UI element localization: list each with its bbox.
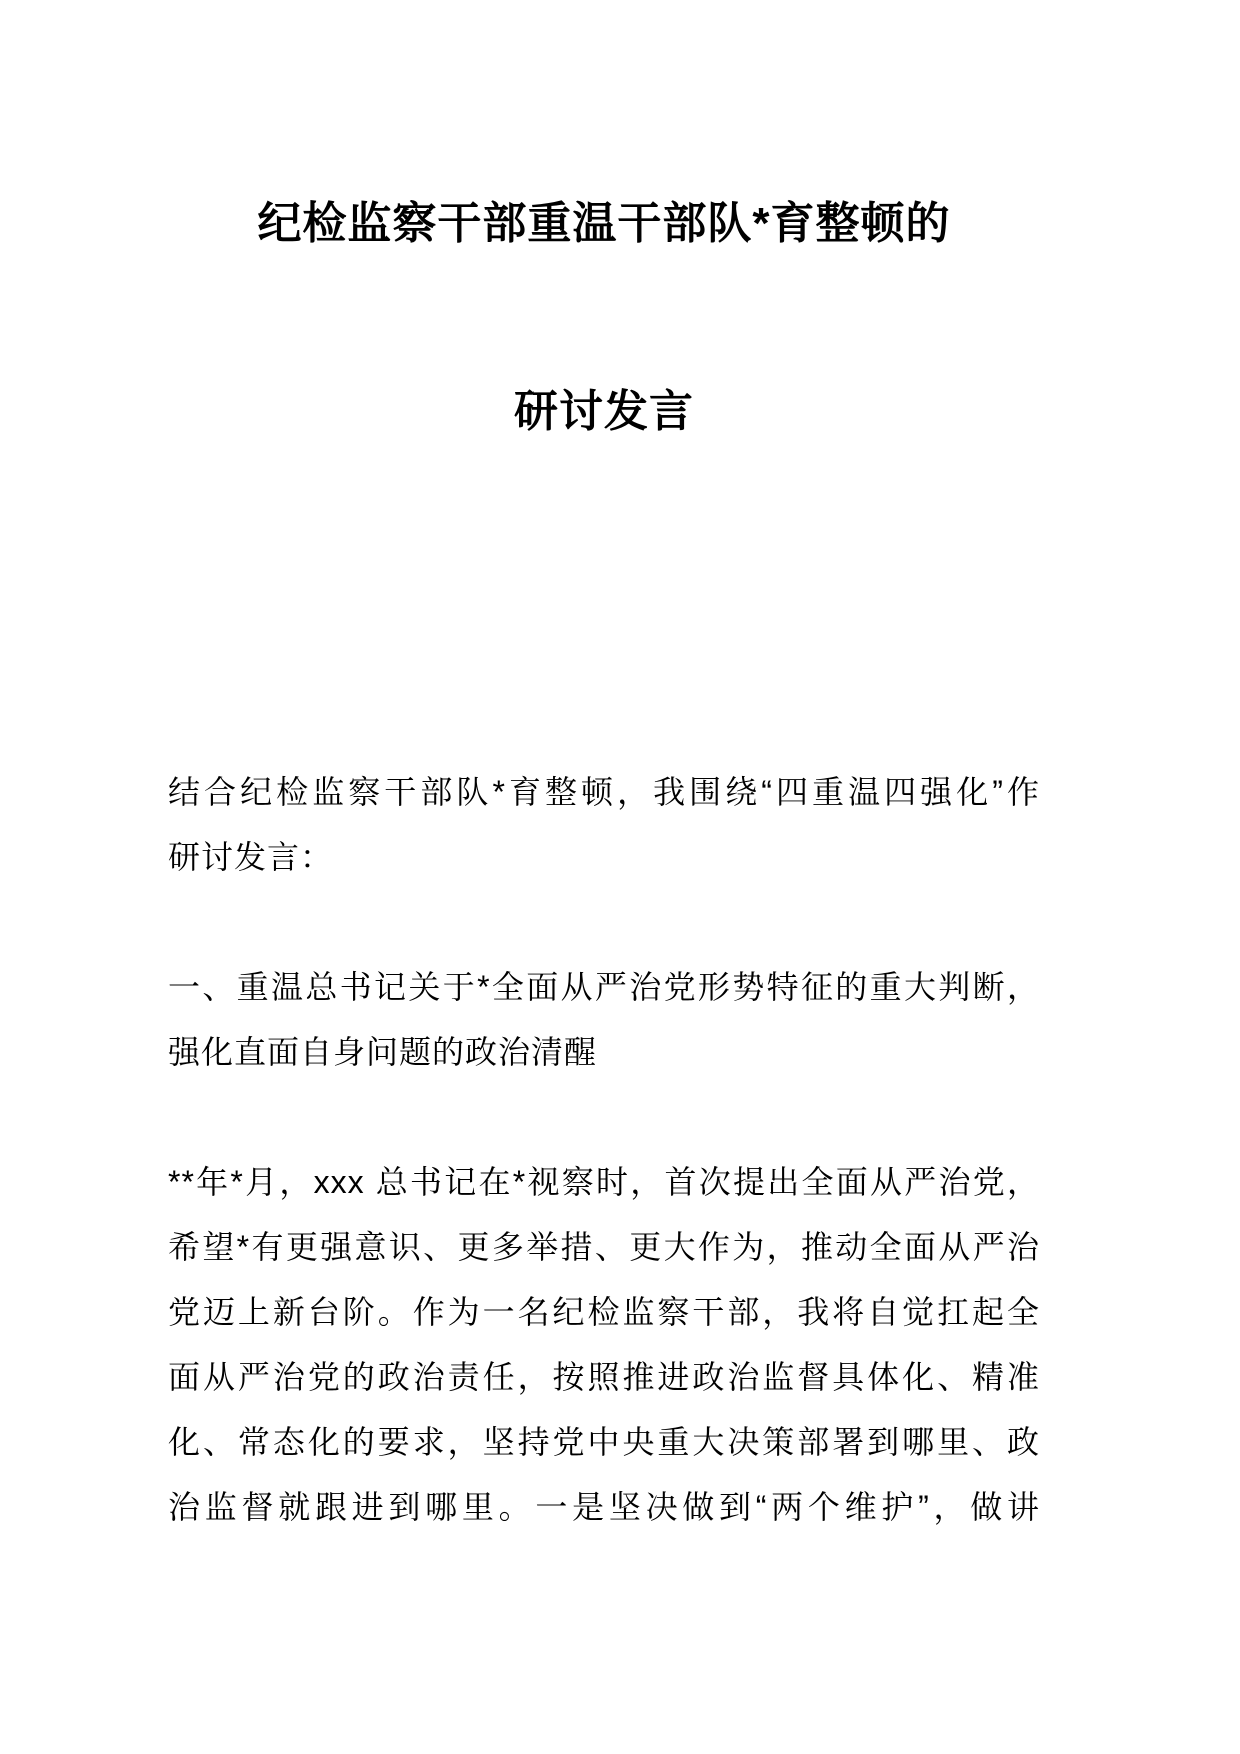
text-line: **年*月，xxx 总书记在*视察时，首次提出全面从严治党， [168, 1164, 1040, 1200]
text-line: 党迈上新台阶。作为一名纪检监察干部，我将自觉扛起全 [168, 1294, 1040, 1330]
intro-paragraph [168, 760, 1040, 890]
document-title-line-2: 研讨发言 [514, 387, 694, 436]
text-line: 治监督就跟进到哪里。一是坚决做到“两个维护”，做讲 [168, 1489, 1040, 1525]
text-line: 研讨发言： [168, 839, 334, 875]
text-line: 希望*有更强意识、更多举措、更大作为，推动全面从严治 [168, 1229, 1040, 1265]
text-line: 强化直面自身问题的政治清醒 [168, 1034, 598, 1070]
document-body [168, 760, 1040, 1540]
section-1-paragraph-1 [168, 1150, 1040, 1540]
section-heading-1 [168, 955, 1040, 1085]
text-line: 一、重温总书记关于*全面从严治党形势特征的重大判断， [168, 969, 1040, 1005]
document-title-line-1: 纪检监察干部重温干部队*育整顿的 [257, 199, 951, 248]
text-line: 面从严治党的政治责任，按照推进政治监督具体化、精准 [168, 1359, 1040, 1395]
text-line: 化、常态化的要求，坚持党中央重大决策部署到哪里、政 [168, 1424, 1040, 1460]
text-line: 结合纪检监察干部队*育整顿，我围绕“四重温四强化”作 [168, 774, 1040, 810]
